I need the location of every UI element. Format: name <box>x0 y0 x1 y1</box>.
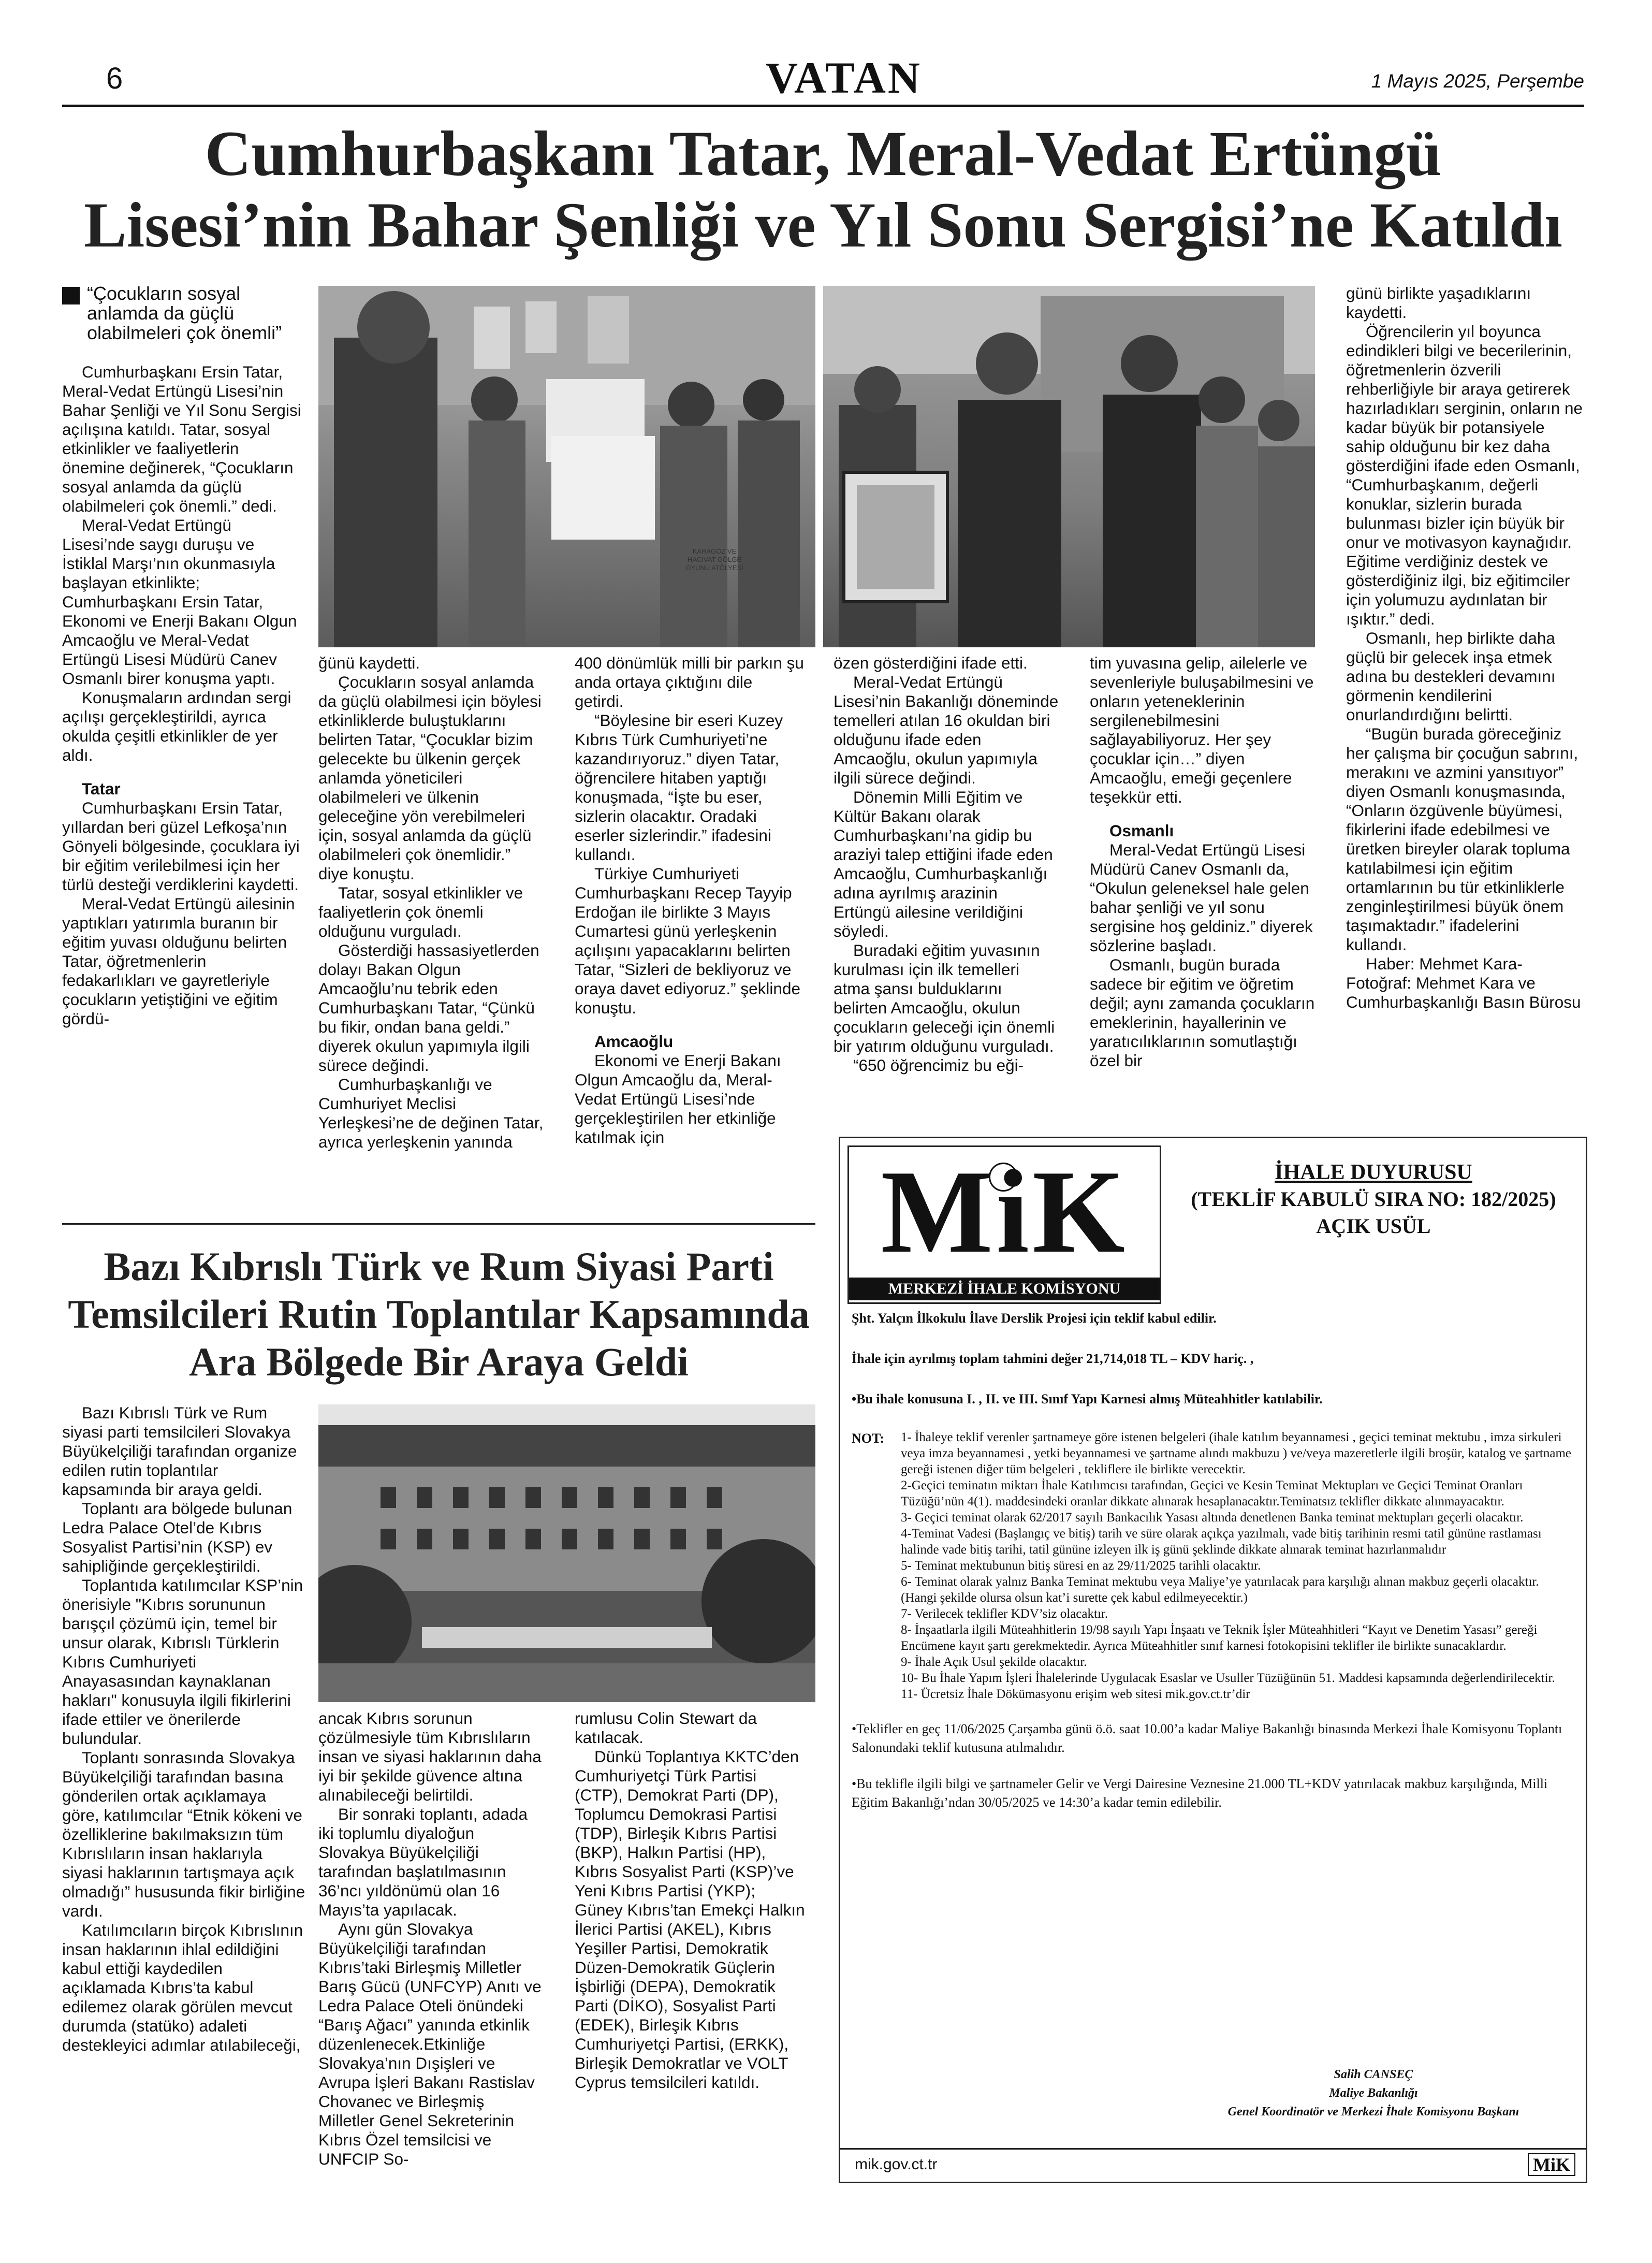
paragraph: Gösterdiği hassasiyetlerden dolayı Bakan Olgun Amcaoğlu’nu tebrik eden Cumhurbaşkanı Tatar, “Çünkü bu fikir, ondan bana geldi.” diyerek okulun yapımıyla ilgili sürece değindi. <box>318 941 539 1075</box>
article2-headline <box>62 1243 815 1386</box>
paragraph: Bir sonraki toplantı, adada iki toplumlu diyaloğun Slovakya Büyükelçiliği tarafından başlatılmasının 36’ncı yıldönümü olan 16 Mayıs’ta yapılacak. <box>318 1805 528 1919</box>
pull-quote <box>62 284 303 343</box>
headline-line: Temsilcileri Rutin Toplantılar Kapsamında <box>68 1292 810 1337</box>
paragraph: Osmanlı, bugün burada sadece bir eğitim ve öğretim değil; aynı zamanda çocukların emeklerinin, hayallerinin ve yaratıcılıklarının somutlaştığı özel bir <box>1090 955 1315 1070</box>
paragraph: Meral-Vedat Ertüngü ailesinin yaptıkları yatırımla buranın bir eğitim yuvası olduğunu belirten Tatar, öğretmenlerin fedakarlıkları ve gayretleriyle çocukların yetiştiğini ve eğitim gördü- <box>62 894 295 1028</box>
article1-photo-exhibition <box>318 286 815 647</box>
subheading: Amcaoğlu <box>594 1032 674 1051</box>
paper-name: VATAN <box>766 53 922 103</box>
article1-col2 <box>318 654 544 1152</box>
ad-line: •Teklifler en geç 11/06/2025 Çarşamba günü ö.ö. saat 10.00’a kadar Maliye Bakanlığı binasında Merkezi İhale Komisyonu Toplantı Salonundaki teklif kutusuna atılmalıdır. <box>852 1721 1562 1755</box>
article1-photo-group <box>823 286 1315 647</box>
masthead <box>62 52 1584 109</box>
note-item: 5- Teminat mektubunun bitiş süresi en az 29/11/2025 tarihli olacaktır. <box>901 1559 1261 1573</box>
note-item: 1- İhaleye teklif verenler şartnameye göre istenen belgeleri (ihale katılım beyannamesi , geçici teminat mektubu , imza sirkuleri veya imza beyannamesi , yetki beyannamesi ve şartname alındı makbuzu ) ve/veya mazeretlerle ilgili broşür, katalog ve şartname gereği istenen diğer tüm belgeleri , tekliflere ile birlikte verecektir. <box>901 1430 1572 1476</box>
square-bullet-icon <box>62 287 80 304</box>
pull-quote-text: “Çocukların sosyal anlamda da güçlü olabilmeleri çok önemli” <box>87 283 282 343</box>
signer-title: Genel Koordinatör ve Merkezi İhale Komisyonu Başkanı <box>1227 2105 1519 2119</box>
paragraph: Cumhurbaşkanı Ersin Tatar, yıllardan beri güzel Lefkoşa’nın Gönyeli bölgesinde, çocuklara iyi bir eğitim verilebilmesi için her türlü desteği verdiklerini kaydetti. <box>62 799 300 894</box>
paragraph: 400 dönümlük milli bir parkın şu anda ortaya çıktığını dile getirdi. <box>575 654 804 710</box>
paragraph: ancak Kıbrıs sorunun çözülmesiyle tüm Kıbrıslıların insan ve siyasi haklarının daha iyi bir şekilde güvence altına alınabileceği belirtildi. <box>318 1709 542 1804</box>
photo-illustration <box>318 1404 815 1702</box>
paragraph: rumlusu Colin Stewart da katılacak. <box>575 1709 757 1747</box>
photo-illustration <box>823 286 1315 647</box>
crest-icon <box>989 1163 1018 1192</box>
ad-line: •Bu teklifle ilgili bilgi ve şartnameler Gelir ve Vergi Dairesine Veznesine 21.000 TL+KDV yatırılacak makbuz karşılığında, Milli Eğitim Bakanlığı’ndan 30/05/2025 ve 14:30’a kadar temin edilebilir. <box>852 1776 1548 1810</box>
article1-headline <box>62 118 1584 261</box>
paragraph: Türkiye Cumhuriyeti Cumhurbaşkanı Recep Tayyip Erdoğan ile birlikte 3 Mayıs Cumartesi günü yerleşkenin açılışını yapacaklarını belirten Tatar, “Sizleri de bekliyoruz ve oraya davet ediyoruz.” şeklinde konuştu. <box>575 864 800 1017</box>
paragraph: özen gösterdiğini ifade etti. <box>834 654 1028 672</box>
paragraph: Toplantı ara bölgede bulunan Ledra Palace Otel’de Kıbrıs Sosyalist Partisi’nin (KSP) ev sahipliğinde gerçekleştirildi. <box>62 1499 293 1575</box>
headline-line: Ara Bölgede Bir Araya Geldi <box>189 1339 689 1384</box>
paragraph: Toplantıda katılımcılar KSP’nin önerisiyle "Kıbrıs sorununun barışçıl çözümü için, temel bir unsur olarak, Kıbrıslı Türklerin Kıbrıs Cumhuriyeti Anayasasından kaynaklanan hakları" konusuyla ilgili fikirlerini ifade ettiler ve önerilerde bulundular. <box>62 1576 303 1748</box>
ad-signature <box>1172 2065 1575 2121</box>
logo-text: MiK <box>881 1145 1128 1278</box>
paragraph: tim yuvasına gelip, ailelerle ve sevenleriyle buluşabilmesini ve onların yeteneklerinin sergilenebilmesini sağlayabiliyoruz. Her şey çocuklar için…” diyen Amcaoğlu, emeği geçenlere teşekkür etti. <box>1090 654 1314 806</box>
note-item: 3- Geçici teminat olarak 62/2017 sayılı Bankacılık Yasası altında denetlenen Banka teminat mektupları geçerli olacaktır. <box>901 1511 1524 1525</box>
paragraph: Konuşmaların ardından sergi açılışı gerçekleştirildi, ayrıca okulda çeşitli etkinlikler de yer aldı. <box>62 688 291 764</box>
note-label: NOT: <box>852 1431 885 1446</box>
logo-subtitle: MERKEZİ İHALE KOMİSYONU <box>849 1278 1160 1300</box>
article1-col5 <box>1090 654 1315 1070</box>
paragraph: Toplantı sonrasında Slovakya Büyükelçiliği tarafından basına gönderilen ortak açıklamaya göre, katılımcılar “Etnik kökeni ve özelliklerine bakılmaksızın tüm Kıbrıslıların insan haklarıyla siyasi haklarının tartışmaya açık olmadığı” hususunda fikir birliğine vardı. <box>62 1748 305 1920</box>
note-item: 7- Verilecek teklifler KDV’siz olacaktır. <box>901 1607 1108 1621</box>
ad-website: mik.gov.ct.tr <box>855 2156 938 2173</box>
article2-col3 <box>575 1709 805 2092</box>
paragraph: Meral-Vedat Ertüngü Lisesi’nde saygı duruşu ve İstiklal Marşı’nın okunmasıyla başlayan etkinlikte; Cumhurbaşkanı Ersin Tatar, Ekonomi ve Enerji Bakanı Olgun Amcaoğlu ve Meral-Vedat Ertüngü Lisesi Müdürü Canev Osmanlı birer konuşma yaptı. <box>62 516 297 688</box>
article1-col4 <box>834 654 1059 1075</box>
note-item: 9- İhale Açık Usul şekilde olacaktır. <box>901 1655 1087 1669</box>
paragraph: Ekonomi ve Enerji Bakanı Olgun Amcaoğlu da, Meral-Vedat Ertüngü Lisesi’nde gerçekleştirilen her etkinliğe katılmak için <box>575 1051 781 1147</box>
article1-col3 <box>575 654 805 1147</box>
article-divider <box>62 1223 815 1225</box>
paragraph: Bazı Kıbrıslı Türk ve Rum siyasi parti temsilcileri Slovakya Büyükelçiliği tarafından organize edilen rutin toplantılar kapsamında bir araya geldi. <box>62 1403 297 1499</box>
tender-advertisement <box>839 1137 1587 2183</box>
paragraph: Dönemin Milli Eğitim ve Kültür Bakanı olarak Cumhurbaşkanı’na gidip bu araziyi talep ettiğini ifade eden Amcaoğlu, Cumhurbaşkanlığı adına ayrılmış arazinin Ertüngü ailesine verildiğini söyledi. <box>834 788 1053 940</box>
subheading: Osmanlı <box>1109 821 1174 840</box>
headline-line: Bazı Kıbrıslı Türk ve Rum Siyasi Parti <box>104 1244 774 1289</box>
notes-list <box>901 1429 1574 1702</box>
article2-col2 <box>318 1709 544 2169</box>
small-logo: MiK <box>1528 2153 1575 2176</box>
note-item: 6- Teminat olarak yalnız Banka Teminat mektubu veya Maliye’ye yatırılacak para karşılığı alınan makbuz geçerli olacaktır. (Hangi şekilde olursa olsun kat’i surette çek kabul edilmeyecektir.) <box>901 1575 1539 1605</box>
paragraph: Meral-Vedat Ertüngü Lisesi Müdürü Canev Osmanlı da, “Okulun geleneksel hale gelen bahar şenliği ve yıl sonu sergisine hoş geldiniz.” diyerek sözlerine başladı. <box>1090 840 1313 955</box>
note-item: 10- Bu İhale Yapım İşleri İhalelerinde Uygulacak Esaslar ve Usuller Tüzüğünün 51. Maddesi kapsamında değerlendirilecektir. <box>901 1671 1555 1685</box>
headline-line: Lisesi’nin Bahar Şenliği ve Yıl Sonu Sergisi’ne Katıldı <box>84 190 1562 260</box>
photo-sign-text: KARAGÖZ VE HACIVAT GÖLGE OYUNU ATÖLYESİ <box>685 547 743 572</box>
masthead-rule <box>62 105 1584 107</box>
paragraph: Osmanlı, hep birlikte daha güçlü bir gelecek inşa etmek adına bu destekleri devamını görmenin kendilerini onurlandırdığını belirtti. <box>1346 629 1556 724</box>
article1-col1 <box>62 284 303 1028</box>
headline-line: Cumhurbaşkanı Tatar, Meral-Vedat Ertüngü <box>204 118 1442 189</box>
paragraph: Cumhurbaşkanlığı ve Cumhuriyet Meclisi Yerleşkesi’ne de değinen Tatar, ayrıca yerleşkenin yanında <box>318 1075 544 1151</box>
mik-logo <box>847 1145 1161 1304</box>
ad-subtitle: (TEKLİF KABULÜ SIRA NO: 182/2025) <box>1191 1187 1556 1211</box>
paragraph: Aynı gün Slovakya Büyükelçiliği tarafından Kıbrıs’taki Birleşmiş Milletler Barış Gücü (UNFCYP) Anıtı ve Ledra Palace Oteli önündeki “Barış Ağacı” yanında etkinlik düzenlenecek.Etkinliğe Slovakya’nın Dışişleri ve Avrupa İşleri Bakanı Rastislav Chovanec ve Birleşmiş Milletler Genel Sekreterinin Kıbrıs Özel temsilcisi ve UNFCIP So- <box>318 1920 542 2168</box>
ad-body <box>852 1304 1574 1812</box>
paragraph: günü birlikte yaşadıklarını kaydetti. <box>1346 284 1531 322</box>
paragraph: Dünkü Toplantıya KKTC’den Cumhuriyetçi Türk Partisi (CTP), Demokrat Parti (DP), Toplumcu Demokrasi Partisi (TDP), Birleşik Kıbrıs Partisi (BKP), Halkın Partisi (HP), Kıbrıs Sosyalist Parti (KSP)’ve Yeni Kıbrıs Partisi (YKP); Güney Kıbrıs’tan Emekçi Halkın İlerici Partisi (AKEL), Kıbrıs Yeşiller Partisi, Demokratik Düzen-Demokratik Güçlerin İşbirliği (DEPA), Demokratik Parti (DİKO), Sosyalist Parti (EDEK), Birleşik Kıbrıs Cumhuriyetçi Partisi, (ERKK), Birleşik Demokratlar ve VOLT Cyprus temsilcileri katıldı. <box>575 1747 805 2092</box>
paragraph: Haber: Mehmet Kara-Fotoğraf: Mehmet Kara ve Cumhurbaşkanlığı Basın Bürosu <box>1346 954 1581 1011</box>
ad-line: •Bu ihale konusuna I. , II. ve III. Sınıf Yapı Karnesi almış Müteahhitler katılabilir. <box>852 1391 1323 1406</box>
paragraph: Öğrencilerin yıl boyunca edindikleri bilgi ve becerilerinin, öğretmenlerin özverili rehberliğiyle bir araya getirerek hazırladıkları serginin, onların ne kadar büyük bir potansiyele sahip olduğunu bir kez daha gösterdiğini ifade eden Osmanlı, “Cumhurbaşkanım, değerli konuklar, sizlerin burada bulunması bizler için büyük bir onur ve motivasyon kaynağıdır. Eğitime verdiğiniz destek ve gösterdiğiniz ilgi, biz eğitimciler için yolumuzu aydınlatan bir ışıktır.” dedi. <box>1346 322 1583 628</box>
paragraph: Tatar, sosyal etkinlikler ve faaliyetlerin çok önemli olduğunu vurguladı. <box>318 883 523 940</box>
paragraph: Cumhurbaşkanı Ersin Tatar, Meral-Vedat Ertüngü Lisesi’nin Bahar Şenliği ve Yıl Sonu Sergisi açılışına katıldı. Tatar, sosyal etkinlikler ve faaliyetlerin önemine değinerek, “Çocukların sosyal anlamda da güçlü olabilmeleri çok önemli.” dedi. <box>62 362 301 515</box>
note-item: 2-Geçici teminatın miktarı İhale Katılımcısı tarafından, Geçici ve Kesin Teminat Mektupları ve Geçici Teminat Oranları Tüzüğü’nün 4(1). maddesindeki oranlar dikkate alınarak hesaplanacaktır.Teminatsız teklifler dikkate alınmayacaktır. <box>901 1478 1523 1508</box>
article1-col6 <box>1346 284 1584 1012</box>
ad-method: AÇIK USÜL <box>1316 1214 1431 1238</box>
ad-line: Şht. Yalçın İlkokulu İlave Derslik Projesi için teklif kabul edilir. <box>852 1311 1217 1326</box>
paragraph: Buradaki eğitim yuvasının kurulması için ilk temelleri atma şansı bulduklarını belirten Amcaoğlu, okulun çocukların geleceği için önemli bir yatırım olduğunu vurguladı. <box>834 941 1055 1055</box>
paragraph: “Böylesine bir eseri Kuzey Kıbrıs Türk Cumhuriyeti’ne kazandırıyoruz.” diyen Tatar, öğrencilere hitaben yaptığı konuşmada, “İşte bu eser, sizlerin olacaktır. Oradaki eserler sizlerindir.” ifadesini kullandı. <box>575 711 783 864</box>
paragraph: “Bugün burada göreceğiniz her çalışma bir çocuğun sabrını, merakını ve azmini yansıtıyor” diyen Osmanlı konuşmasında, “Onların özgüvenle büyümesi, fikirlerini ifade edebilmesi ve üretken bireyler olarak topluma katılabilmesi için eğitim ortamlarının bu tür etkinliklerle zenginleştirilmesi büyük önem taşımaktadır.” ifadelerini kullandı. <box>1346 724 1578 954</box>
article2-col1 <box>62 1403 305 2055</box>
signer-org: Maliye Bakanlığı <box>1329 2086 1418 2100</box>
paragraph: Katılımcıların birçok Kıbrıslının insan haklarının ihlal edildiğini kabul ettiği kaydedilen açıklamada Kıbrıs’ta kabul edilemez olarak görülen mevcut durumda (statüko) adaleti destekleyici adımlar atılabileceği, <box>62 1921 303 2054</box>
ad-title-block <box>1172 1159 1575 1240</box>
paragraph: “650 öğrencimiz bu eği- <box>853 1056 1024 1075</box>
ad-title: İHALE DUYURUSU <box>1275 1160 1472 1184</box>
page-number: 6 <box>106 62 123 95</box>
signer-name: Salih CANSEÇ <box>1334 2068 1413 2081</box>
paragraph: ğünü kaydetti. <box>318 654 420 672</box>
note-item: 8- İnşaatlarla ilgili Müteahhitlerin 19/98 sayılı Yapı İnşaatı ve Teknik İşler Müteahhitleri “Kayıt ve Denetim Yasası” gereği Encümene kayıt şartı gerekmektedir. Ayrıca Müteahhitler sınıf karnesi fotokopisini teklifler ile birlikte sunacaklardır. <box>901 1623 1538 1653</box>
ad-footer-rule <box>840 2148 1586 2150</box>
paragraph: Çocukların sosyal anlamda da güçlü olabilmesi için böylesi etkinliklerde buluştuklarını belirten Tatar, “Çocuklar bizim gelecekte bu ülkenin gerçek anlamda yöneticileri olabilmeleri ve ülkenin geleceğine yön verebilmeleri için, sosyal anlamda da güçlü olabilmeleri çok önemlidir.” diye konuştu. <box>318 673 542 883</box>
ad-notes <box>852 1429 1574 1702</box>
issue-date: 1 Mayıs 2025, Perşembe <box>1371 70 1584 92</box>
note-item: 11- Ücretsiz İhale Dökümasyonu erişim web sitesi mik.gov.ct.tr’dir <box>901 1687 1250 1701</box>
paragraph: Meral-Vedat Ertüngü Lisesi’nin Bakanlığı döneminde temelleri atılan 16 okuldan biri olduğunu ifade eden Amcaoğlu, okulun yapımıyla ilgili sürece değindi. <box>834 673 1059 787</box>
note-item: 4-Teminat Vadesi (Başlangıç ve bitiş) tarih ve süre olarak açıkça yazılmalı, vade bitiş tarihinin resmi tatil gününe rastlaması halinde vade bitiş tarihi, tatil gününe izleyen ilk iş günü şeklinde dikkate alınarak teminat hazırlanmalıdır <box>901 1527 1542 1557</box>
ad-line: İhale için ayrılmış toplam tahmini değer 21,714,018 TL – KDV hariç. , <box>852 1351 1254 1366</box>
subheading: Tatar <box>82 779 121 798</box>
photo-illustration <box>318 286 815 647</box>
article2-photo-ledra-palace <box>318 1404 815 1702</box>
